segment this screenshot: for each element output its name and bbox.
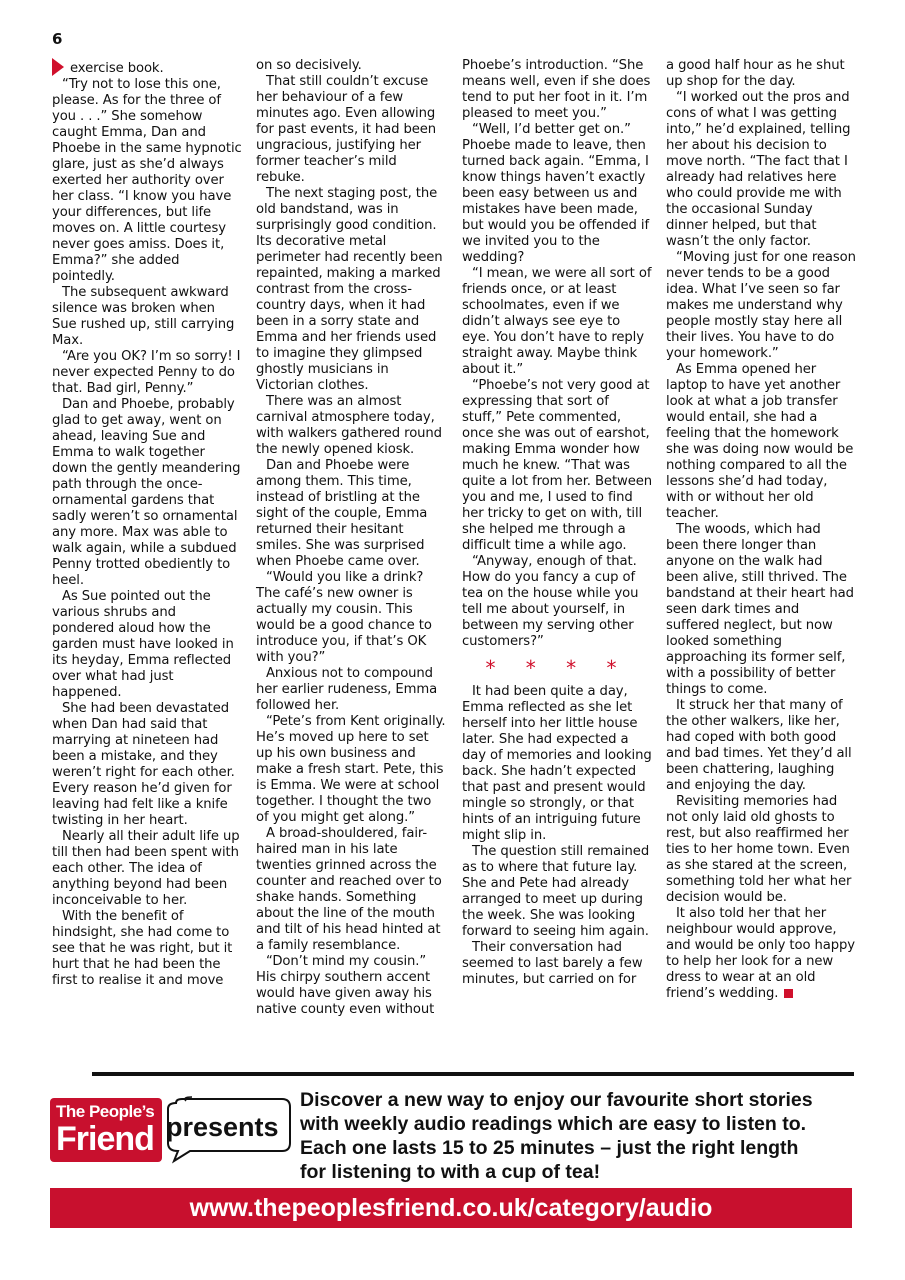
story-column-1 [52, 58, 242, 989]
page-number: 6 [52, 30, 63, 48]
story-start-triangle-icon [52, 58, 64, 76]
story-column-4 [666, 58, 856, 1002]
story-paragraph: “Don’t mind my cousin.” His chirpy southern accent would have given away his native county even without [256, 954, 435, 1017]
story-paragraph: a good half hour as he shut up shop for the day. [666, 58, 845, 89]
story-end-square-icon [784, 989, 793, 998]
audio-promo-text [300, 1088, 860, 1184]
promo-line: for listening to with a cup of tea! [300, 1161, 601, 1183]
story-paragraph [52, 58, 242, 77]
story-column-3 [462, 58, 652, 988]
story-paragraph: “Phoebe’s not very good at expressing that sort of stuff,” Pete commented, once she was out of earshot, making Emma wonder how much he knew. “That was quite a lot from her. Between you and me, I used to find her tricky to get on with, till she helped me through a difficult time a while ago. [462, 378, 652, 553]
story-paragraph: The subsequent awkward silence was broken when Sue rushed up, still carrying Max. [52, 285, 235, 348]
story-paragraph: A broad-shouldered, fair-haired man in his late twenties grinned across the counter and reached over to shake hands. Something about the line of the mouth and tilt of his head hinted at a family resemblance. [256, 826, 442, 953]
presents-label: presents [166, 1112, 279, 1142]
story-paragraph: As Emma opened her laptop to have yet another look at what a job transfer would entail, she had a feeling that the homework she was doing now would be nothing compared to all the lessons she’d had today, with or without her old teacher. [666, 362, 854, 521]
story-paragraph: “I worked out the pros and cons of what I was getting into,” he’d explained, telling her about his decision to move north. “The fact that I already had relatives here who could provide me with the occasional Sunday dinner helped, but that wasn’t the only factor. [666, 90, 851, 249]
paragraph-text: It also told her that her neighbour would approve, and would be only too happy to help her look for a new dress to wear at an old friend’s wedding. [666, 906, 855, 1001]
peoples-friend-logo [50, 1098, 162, 1162]
story-paragraph: With the benefit of hindsight, she had come to see that he was right, but it hurt that he had been the first to realise it and move [52, 909, 233, 988]
story-paragraph: The woods, which had been there longer than anyone on the walk had been alive, still thrived. The bandstand at their heart had seen dark times and suffered neglect, but now looked something approaching its former self, with a possibility of better things to come. [666, 522, 854, 697]
promo-line: Discover a new way to enjoy our favourite short stories [300, 1089, 813, 1111]
story-paragraph: on so decisively. [256, 58, 362, 73]
story-paragraph: “Well, I’d better get on.” Phoebe made to leave, then turned back again. “Emma, I know things haven’t exactly been easy between us and mistakes have been made, but would you be offended if we invited you to the wedding? [462, 122, 650, 265]
paragraph-text: exercise book. [70, 61, 164, 76]
story-paragraph: As Sue pointed out the various shrubs and pondered aloud how the garden must have looked in its heyday, Emma reflected over what had just happened. [52, 589, 234, 700]
story-paragraph: Anxious not to compound her earlier rudeness, Emma followed her. [256, 666, 438, 713]
story-paragraph: Dan and Phoebe were among them. This time, instead of bristling at the sight of the couple, Emma returned their hesitant smiles. She was surprised when Phoebe came over. [256, 458, 428, 569]
story-paragraph: “I mean, we were all sort of friends once, or at least schoolmates, even if we didn’t always see eye to eye. You don’t have to reply straight away. Maybe think about it.” [462, 266, 652, 377]
story-paragraph: There was an almost carnival atmosphere today, with walkers gathered round the newly opened kiosk. [256, 394, 442, 457]
story-paragraph: Their conversation had seemed to last barely a few minutes, but carried on for [462, 940, 643, 987]
story-paragraph: Phoebe’s introduction. “She means well, even if she does tend to put her foot in it. I’m pleased to meet you.” [462, 58, 651, 121]
story-paragraph: It struck her that many of the other walkers, like her, had coped with both good and bad times. Yet they’d all been chattering, laughing and enjoying the day. [666, 698, 852, 793]
story-paragraph: “Are you OK? I’m so sorry! I never expected Penny to do that. Bad girl, Penny.” [52, 349, 241, 396]
section-break-stars: * * * * [485, 656, 629, 680]
story-paragraph: “Moving just for one reason never tends to be a good idea. What I’ve seen so far makes me understand why people mostly stay here all their lives. You have to do your homework.” [666, 250, 856, 361]
story-column-2 [256, 58, 446, 1018]
audio-url-link[interactable]: www.thepeoplesfriend.co.uk/category/audio [50, 1188, 852, 1228]
story-paragraph: The question still remained as to where that future lay. She and Pete had already arranged to meet up during the week. She was looking forward to seeing him again. [462, 844, 650, 939]
logo-text-big: Friend [56, 1120, 154, 1158]
story-paragraph: Nearly all their adult life up till then had been spent with each other. The idea of anything beyond had been inconceivable to her. [52, 829, 240, 908]
logo-text-small: The People’s [56, 1102, 155, 1121]
story-paragraph: She had been devastated when Dan had said that marrying at nineteen had been a mistake, and they weren’t right for each other. Every reason he’d given for leaving had felt like a knife twisting in her heart. [52, 701, 235, 828]
story-paragraph: It had been quite a day, Emma reflected as she let herself into her little house later. She had expected a day of memories and looking back. She hadn’t expected that past and present would mingle so strongly, or that hints of an intriguing future might slip in. [462, 684, 652, 843]
story-paragraph: “Would you like a drink? The café’s new owner is actually my cousin. This would be a good chance to introduce you, if that’s OK with you?” [256, 570, 432, 665]
promo-line: with weekly audio readings which are easy to listen to. [300, 1113, 807, 1135]
story-paragraph: “Try not to lose this one, please. As for the three of you . . .” She somehow caught Emma, Dan and Phoebe in the same hypnotic glare, just as she’d always exerted her authority over her class. “I know you have your differences, but life moves on. A little courtesy never goes amiss. Does it, Emma?” she added pointedly. [52, 77, 242, 284]
promo-line: Each one lasts 15 to 25 minutes – just the right length [300, 1137, 799, 1159]
story-paragraph: “Pete’s from Kent originally. He’s moved up here to set up his own business and make a fresh start. Pete, this is Emma. We were at school together. I thought the two of you might get along.” [256, 714, 446, 825]
story-paragraph: Revisiting memories had not only laid old ghosts to rest, but also reaffirmed her ties to her home town. Even as she stared at the screen, something told her what her decision would be. [666, 794, 852, 905]
story-paragraph [666, 906, 856, 1002]
story-paragraph: The next staging post, the old bandstand, was in surprisingly good condition. Its decorative metal perimeter had recently been repainted, making a marked contrast from the cross-country days, when it had been in a sorry state and Emma and her friends used to imagine they glimpsed ghostly musicians in Victorian clothes. [256, 186, 443, 393]
story-paragraph: Dan and Phoebe, probably glad to get away, went on ahead, leaving Sue and Emma to walk together down the gently meandering path through the once-ornamental gardens that sadly weren’t so ornamental any more. Max was able to walk again, while a subdued Penny trotted obediently to heel. [52, 397, 241, 588]
story-body [52, 58, 858, 1048]
divider-rule [92, 1072, 854, 1076]
story-paragraph: That still couldn’t excuse her behaviour of a few minutes ago. Even allowing for past events, it had been ungracious, justifying her former teacher’s mild rebuke. [256, 74, 437, 185]
story-paragraph: “Anyway, enough of that. How do you fancy a cup of tea on the house while you tell me about yourself, in between my serving other customers?” [462, 554, 639, 649]
